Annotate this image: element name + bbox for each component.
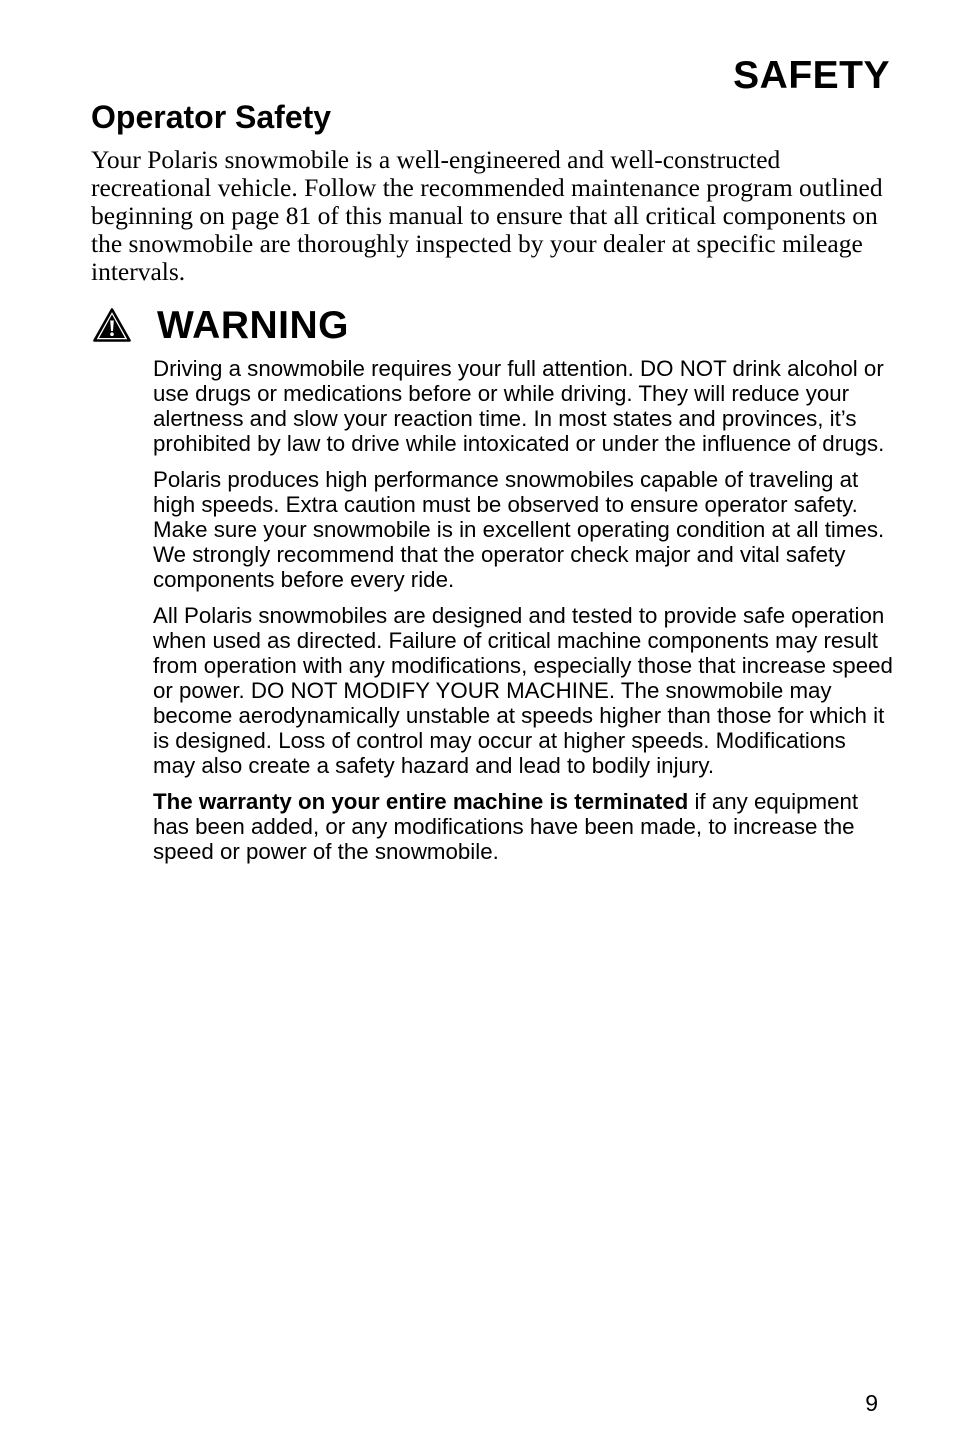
page-number: 9	[865, 1390, 878, 1416]
warning-paragraph-attention: Driving a snowmobile requires your full attention. DO NOT drink alcohol or use drugs or medications before or while driving. They will reduce your alertness and slow your reaction time. In most states and provinces, it’s prohibited by law to drive while intoxicated or under the influence of drugs.	[153, 356, 885, 456]
warning-header	[93, 302, 349, 348]
warranty-rest-text: if any equipment has been added, or any modifications have been made, to increase the speed or power of the snowmobile.	[153, 789, 859, 864]
warning-title: WARNING	[157, 303, 349, 347]
warning-body	[153, 356, 893, 875]
operator-safety-heading: Operator Safety	[91, 99, 332, 135]
warning-paragraph-modifications: All Polaris snowmobiles are designed and tested to provide safe operation when used as directed. Failure of critical machine components may result from operation with any modifications, especially those that increase speed or power. DO NOT MODIFY YOUR MACHINE. The snowmobile may become aerodynamically unstable at speeds higher than those for which it is designed. Loss of control may occur at higher speeds. Modifications may also create a safety hazard and lead to bodily injury.	[153, 603, 893, 778]
section-header: SAFETY	[733, 54, 890, 97]
warning-triangle-icon	[93, 308, 131, 342]
warranty-bold-text: The warranty on your entire machine is terminated	[153, 789, 689, 814]
warning-paragraph-warranty	[153, 789, 893, 864]
warning-paragraph-performance: Polaris produces high performance snowmobiles capable of traveling at high speeds. Extra caution must be observed to ensure operator safety. Make sure your snowmobile is in excellent operating condition at all times. We strongly recommend that the operator check major and vital safety components before every ride.	[153, 467, 885, 592]
operator-safety-body: Your Polaris snowmobile is a well-engineered and well-constructed recreational vehicle. Follow the recommended maintenance program outlined beginning on page 81 of this manual to ensure that all critical components on the snowmobile are thoroughly inspected by your dealer at specific mileage intervals.	[91, 145, 883, 286]
